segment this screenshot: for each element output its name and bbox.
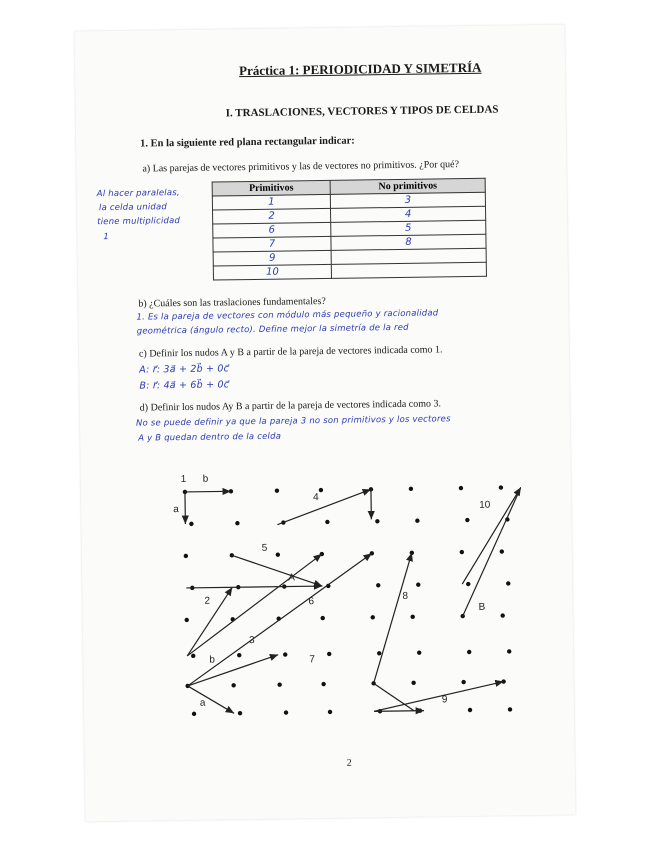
lattice-node — [417, 650, 421, 654]
label-a-node: A — [288, 572, 295, 584]
table-header-non-primitive: No primitivos — [330, 178, 485, 194]
vector-a-bottom — [188, 685, 234, 714]
lattice-node — [468, 708, 472, 712]
vector-1-b — [185, 491, 231, 492]
table-cell: 2 — [213, 208, 331, 224]
lattice-node — [235, 521, 239, 525]
lattice-node — [328, 710, 332, 714]
vector-10-a — [461, 487, 522, 584]
lattice-node — [325, 520, 329, 524]
label-5: 5 — [261, 542, 268, 554]
label-10: 10 — [479, 499, 491, 511]
lattice-node — [466, 582, 470, 586]
lattice-node — [500, 549, 504, 553]
table-cell — [331, 262, 486, 278]
lattice-node — [461, 680, 465, 684]
lattice-node — [460, 614, 464, 618]
table-cell: 10 — [213, 264, 331, 280]
lattice-node — [460, 550, 464, 554]
lattice-node — [231, 683, 235, 687]
label-b-node: B — [478, 601, 486, 613]
page-number: 2 — [346, 757, 352, 769]
lattice-nodes — [183, 485, 513, 716]
lattice-node — [283, 652, 287, 656]
table-cell: 6 — [213, 222, 331, 238]
label-a-bottom: a — [199, 697, 206, 709]
lattice-node — [277, 682, 281, 686]
lattice-node — [409, 487, 413, 491]
lattice-node — [508, 707, 512, 711]
lattice-node — [237, 653, 241, 657]
page-title: Práctica 1: PERIODICIDAD Y SIMETRÍA — [238, 59, 482, 79]
lattice-node — [276, 552, 280, 556]
vector-8-a — [372, 553, 414, 684]
table-cell: 1 — [212, 194, 330, 210]
label-7: 7 — [309, 654, 315, 666]
table-row — [213, 262, 486, 280]
lattice-node — [410, 615, 414, 619]
side-note-line: 1 — [103, 231, 110, 243]
section-heading: I. TRASLACIONES, VECTORES Y TIPOS DE CELDAS — [225, 103, 499, 120]
label-2: 2 — [204, 595, 211, 607]
label-1: 1 — [180, 473, 187, 486]
label-9: 9 — [441, 694, 448, 706]
lattice-node — [320, 616, 324, 620]
lattice-node — [189, 522, 193, 526]
question-b: b) ¿Cuáles son las traslaciones fundamentales? — [138, 295, 326, 310]
table-cell: 5 — [331, 220, 486, 236]
lattice-node — [416, 582, 420, 586]
lattice-node — [500, 613, 504, 617]
lattice-node — [415, 518, 419, 522]
lattice-node — [191, 654, 195, 658]
label-4: 4 — [312, 492, 319, 504]
lattice-node — [467, 650, 471, 654]
vector-10-b — [461, 487, 523, 616]
lattice-node — [459, 486, 463, 490]
lattice-node — [327, 652, 331, 656]
table-cell: 3 — [330, 192, 485, 208]
side-note-line: la celda unidad — [98, 202, 168, 214]
lattice-node — [376, 583, 380, 587]
label-6: 6 — [308, 596, 315, 608]
answer-b-line: geométrica (ángulo recto). Define mejor la simetría de la red — [136, 322, 409, 337]
label-b-bottom: b — [209, 654, 215, 666]
label-3: 3 — [248, 635, 255, 647]
lattice-node — [377, 651, 381, 655]
lattice-node — [238, 711, 242, 715]
lattice-node — [284, 710, 288, 714]
answer-c-line: B: r⃗: 4a⃗ + 6b⃗ + 0c⃗ — [139, 379, 230, 392]
lattice-node — [411, 681, 415, 685]
table-header-primitive: Primitivos — [212, 180, 330, 196]
label-a-top: a — [173, 504, 179, 516]
vector-pairs-table — [212, 178, 487, 281]
lattice-node — [192, 712, 196, 716]
vector-5-b — [232, 554, 322, 587]
side-note-line: tiene multiplicidad — [97, 216, 181, 228]
side-note-line: Al hacer paralelas, — [96, 188, 180, 200]
label-b-top: b — [202, 473, 209, 485]
lattice-node — [507, 649, 511, 653]
question-c: c) Definir los nudos A y B a partir de la pareja de vectores indicada como 1. — [138, 344, 443, 360]
vector-4-a — [277, 489, 371, 524]
table-cell: 8 — [331, 234, 486, 250]
label-8: 8 — [402, 590, 409, 602]
table-cell: 4 — [331, 206, 486, 222]
lattice-node — [499, 485, 503, 489]
lattice-node — [375, 519, 379, 523]
answer-d-line: A y B quedan dentro de la celda — [138, 431, 282, 444]
table-cell: 9 — [213, 250, 331, 266]
document-page — [75, 25, 576, 822]
answer-d-line: No se puede definir ya que la pareja 3 no son primitivos y los vectores — [135, 414, 451, 429]
table-cell: 7 — [213, 236, 331, 252]
vector-5-a — [186, 586, 322, 588]
lattice-node — [319, 488, 323, 492]
lattice-node — [465, 518, 469, 522]
lattice-diagram — [161, 455, 525, 720]
vector-3-a — [187, 655, 278, 686]
lattice-node — [321, 682, 325, 686]
lattice-node — [506, 581, 510, 585]
lattice-node — [370, 615, 374, 619]
answer-c-line: A: r⃗: 3a⃗ + 2b⃗ + 0c⃗ — [139, 363, 230, 376]
answer-b-line: 1. Es la pareja de vectores con módulo más pequeño y racionalidad — [136, 308, 439, 323]
question-a: a) Las parejas de vectores primitivos y las de vectores no primitivos. ¿Por qué? — [142, 159, 460, 175]
lattice-node — [275, 488, 279, 492]
question-1: 1. En la siguiente red plana rectangular indicar: — [140, 135, 355, 150]
vector-7-a — [186, 553, 374, 686]
question-d: d) Definir los nudos Ay B a partir de la pareja de vectores indicada como 3. — [139, 398, 442, 414]
lattice-node — [185, 618, 189, 622]
lattice-node — [184, 554, 188, 558]
vector-9-b — [374, 711, 424, 712]
